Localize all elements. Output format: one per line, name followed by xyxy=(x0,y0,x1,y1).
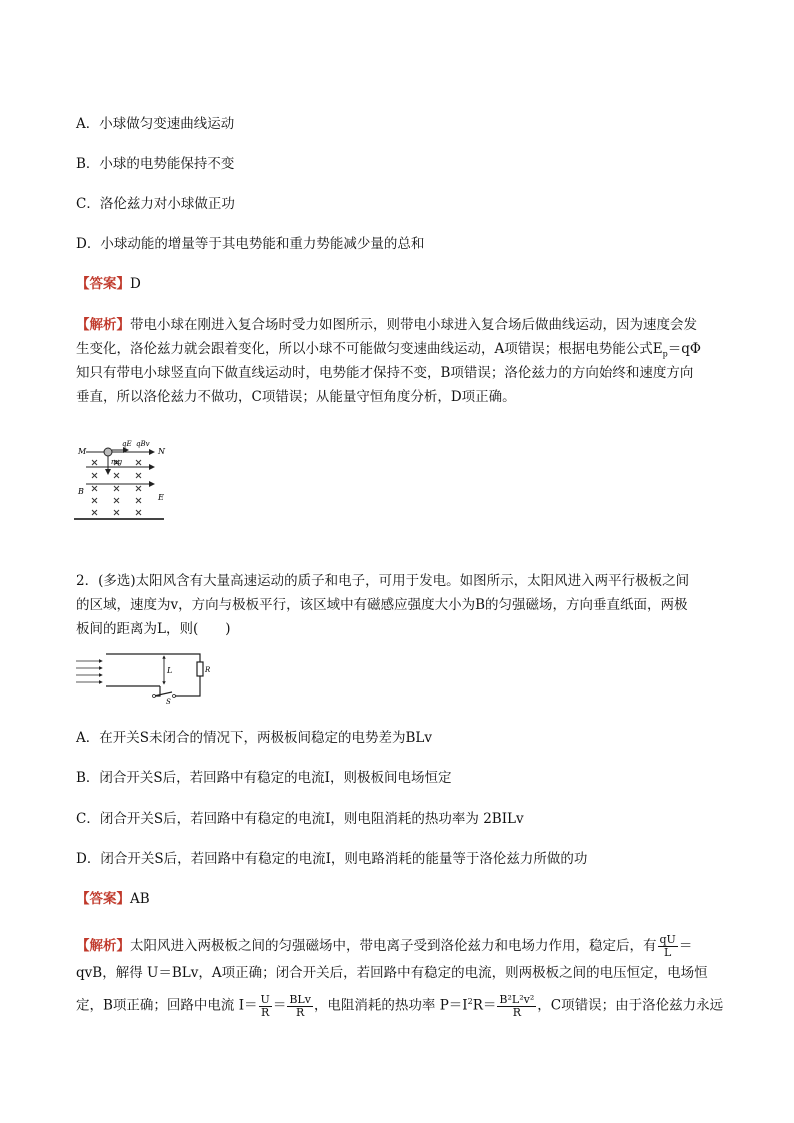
label-n: N xyxy=(158,447,165,456)
fraction-u-over-r: $\frac{U}{R}$ xyxy=(260,992,270,1019)
answer-label: 【答案】 xyxy=(76,891,130,907)
label-l: L xyxy=(167,666,173,675)
q1-analysis-line3: 知只有带电小球竖直向下做直线运动时，电势能才保持不变，B项错误；洛伦兹力的方向始终和速度方向 xyxy=(76,365,694,381)
q1-analysis-line4: 垂直，所以洛伦兹力不做功，C项错误；从能量守恒角度分析，D项正确。 xyxy=(76,389,516,405)
label-mg: mg xyxy=(111,458,123,466)
q1-field-diagram xyxy=(74,436,174,526)
q1-analysis-line1: 【解析】带电小球在刚进入复合场时受力如图所示，则带电小球进入复合场后做曲线运动，因为速度会发 xyxy=(76,317,697,333)
q1-option-c: C．洛伦兹力对小球做正功 xyxy=(76,196,235,212)
q1-option-a: A．小球做匀变速曲线运动 xyxy=(76,116,235,132)
formula-ep: $E_p=q\Phi$ xyxy=(652,341,701,359)
q2-option-d: D．闭合开关S后，若回路中有稳定的电流I，则电路消耗的能量等于洛伦兹力所做的功 xyxy=(76,851,588,867)
q1-option-d: D．小球动能的增量等于其电势能和重力势能减少量的总和 xyxy=(76,236,425,252)
label-e: E xyxy=(158,493,164,502)
q2-stem-line3: 板间的距离为L，则( ) xyxy=(76,621,231,637)
q2-option-b: B．闭合开关S后，若回路中有稳定的电流I，则极板间电场恒定 xyxy=(76,770,452,786)
fraction-qu-over-l: $\frac{qU}{L}$ xyxy=(659,933,676,959)
q1-analysis-line2: 生变化，洛伦兹力就会跟着变化，所以小球不可能做匀变速曲线运动，A项错误；根据电势能公式$E_p=q\Phi$ xyxy=(76,341,701,359)
answer-value: AB xyxy=(130,891,150,907)
label-qe: qE xyxy=(122,440,132,448)
charged-ball xyxy=(104,448,112,456)
analysis-label: 【解析】 xyxy=(76,938,130,954)
q2-option-a: A．在开关S未闭合的情况下，两极板间稳定的电势差为BLv xyxy=(76,730,433,746)
q2-stem-line2: 的区域，速度为v，方向与极板平行，该区域中有磁感应强度大小为B的匀强磁场，方向垂直纸面，两极 xyxy=(76,597,688,613)
q2-circuit-diagram xyxy=(74,648,214,704)
q2-analysis-line3: 定，B项正确；回路中电流 I＝ $\frac{U}{R}$ ＝ $\frac{\text{BLv}}{R}$ ，电阻消耗的热功率 $P=I^2R=$ $\frac{\text{B²L²v²}}{R}$ ，C项错误；由于洛伦兹力永远 xyxy=(76,992,724,1019)
q2-analysis-line2: qvB，解得 U＝BLv，A项正确；闭合开关后，若回路中有稳定的电流，则两极板之间的电压恒定，电场恒 xyxy=(76,965,708,981)
q2-stem-line1: 2．(多选)太阳风含有大量高速运动的质子和电子，可用于发电。如图所示，太阳风进入两平行极板之间 xyxy=(76,573,690,589)
analysis-label: 【解析】 xyxy=(76,317,130,333)
answer-value: D xyxy=(130,276,141,292)
label-b: B xyxy=(78,487,84,496)
answer-label: 【答案】 xyxy=(76,276,130,292)
fraction-power: $\frac{\text{B²L²v²}}{R}$ xyxy=(499,992,535,1019)
q1-option-b: B．小球的电势能保持不变 xyxy=(76,156,235,172)
q2-analysis-line1: 【解析】太阳风进入两极板之间的匀强磁场中，带电离子受到洛伦兹力和电场力作用，稳定后，有 $\frac{qU}{L}$ ＝ xyxy=(76,933,693,959)
label-r: R xyxy=(205,666,211,674)
label-s: S xyxy=(166,698,171,704)
q2-option-c: C．闭合开关S后，若回路中有稳定的电流I，则电阻消耗的热功率为 2BILv xyxy=(76,811,524,827)
q2-answer xyxy=(76,889,150,909)
label-qbv: qBv xyxy=(136,440,150,448)
q1-answer xyxy=(76,274,141,294)
label-m: M xyxy=(78,447,87,456)
fraction-blv-over-r: $\frac{\text{BLv}}{R}$ xyxy=(289,992,311,1019)
